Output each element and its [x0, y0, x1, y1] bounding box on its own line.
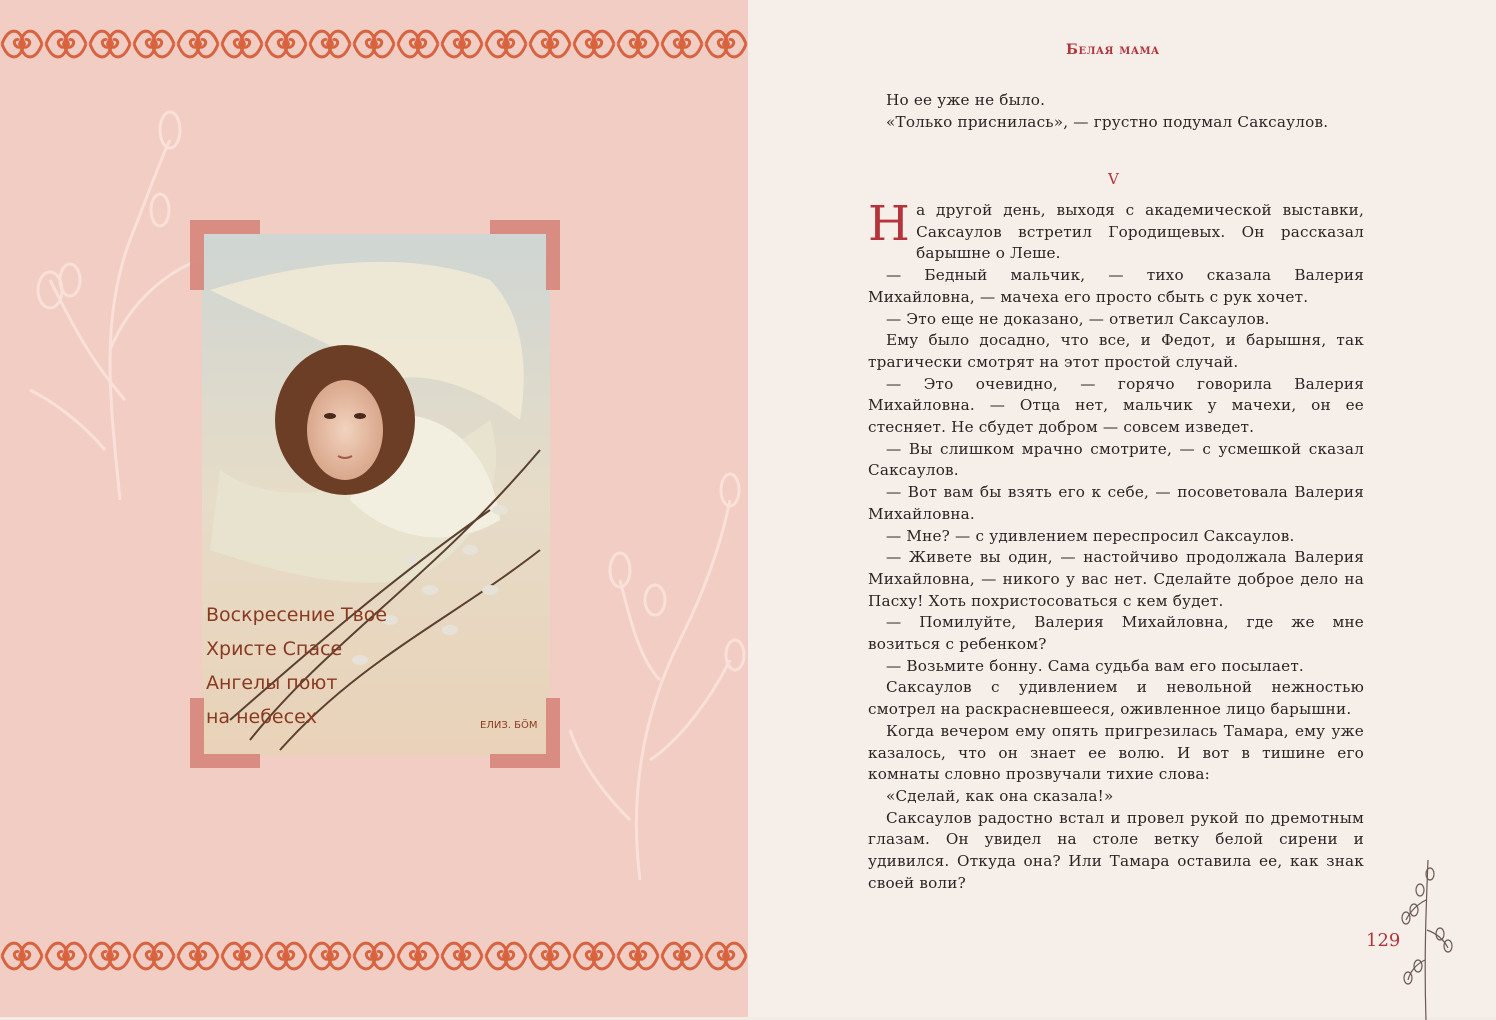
left-page: [0, 0, 748, 1017]
ornament-border-icon: [0, 24, 748, 64]
paragraph: — Это очевидно, — горячо говорила Валерия Михайловна. — Отца нет, мальчик у мачехи, он ее стесняет. Не сбудет добром — совсем изведет.: [868, 374, 1364, 437]
postcard-inscription: Воскресение Твое Христе Спасе Ангелы поют на небесех: [206, 604, 388, 728]
paragraph: — Живете вы один, — настойчиво продолжала Валерия Михайловна, — никого у вас нет. Сделайте доброе дело на Пасху! Хоть похристосоваться с кем будет.: [868, 548, 1364, 610]
drop-cap: Н: [868, 196, 911, 252]
paragraph: — Это еще не доказано, — ответил Саксаулов.: [886, 309, 1270, 328]
chapter-number: V: [1108, 170, 1119, 188]
snowdrop-flower-icon: [560, 460, 748, 880]
paragraph: Но ее уже не было.: [886, 91, 1046, 109]
paragraph: «Только приснилась», — грустно подумал Саксаулов.: [886, 112, 1329, 131]
paragraph: — Мне? — с удивлением переспросил Саксаулов.: [886, 526, 1295, 545]
ornament-border-icon: [0, 936, 748, 976]
first-paragraph: На другой день, выходя с академической выставки, Саксаулов встретил Городищевых. Он рассказал барышне о Леше.: [868, 196, 1364, 263]
paragraph: — Помилуйте, Валерия Михайловна, где же мне возиться с ребенком?: [868, 613, 1364, 654]
paragraph: — Вы слишком мрачно смотрите, — с усмешкой сказал Саксаулов.: [868, 439, 1364, 480]
page-number: 129: [1366, 930, 1401, 951]
top-text-block: [868, 90, 1364, 133]
paragraph: Когда вечером ему опять пригрезилась Тамара, ему уже казалось, что он знает ее волю. И вот в тишине его комнаты словно прозвучали тихие слова:: [868, 721, 1364, 784]
postcard-illustration: [190, 220, 560, 768]
paragraph: — Возьмите бонну. Сама судьба вам его посылает.: [886, 656, 1304, 675]
running-title: Белая мама: [1066, 42, 1160, 58]
postcard-signature: ЕЛИЗ. БÖМ: [480, 720, 538, 731]
snowdrop-flower-icon: [10, 100, 210, 500]
paragraph: Ему было досадно, что все, и Федот, и барышня, так трагически смотрят на этот простой случай.: [868, 331, 1364, 371]
willow-sprig-icon: [1396, 860, 1456, 1020]
paragraph: Саксаулов радостно встал и провел рукой по дремотным глазам. Он увидел на столе ветку белой сирени и удивился. Откуда она? Или Тамара оставила ее, как знак своей воли?: [868, 808, 1364, 892]
body-text-block: [868, 196, 1364, 895]
paragraph: — Бедный мальчик, — тихо сказала Валерия Михайловна, — мачеха его просто сбыть с рук хочет.: [868, 266, 1364, 306]
paragraph: «Сделай, как она сказала!»: [886, 786, 1114, 805]
paragraph: Саксаулов с удивлением и невольной нежностью смотрел на раскрасневшееся, оживленное лицо барышни.: [868, 678, 1364, 719]
paragraph: — Вот вам бы взять его к себе, — посоветовала Валерия Михайловна.: [868, 483, 1364, 523]
